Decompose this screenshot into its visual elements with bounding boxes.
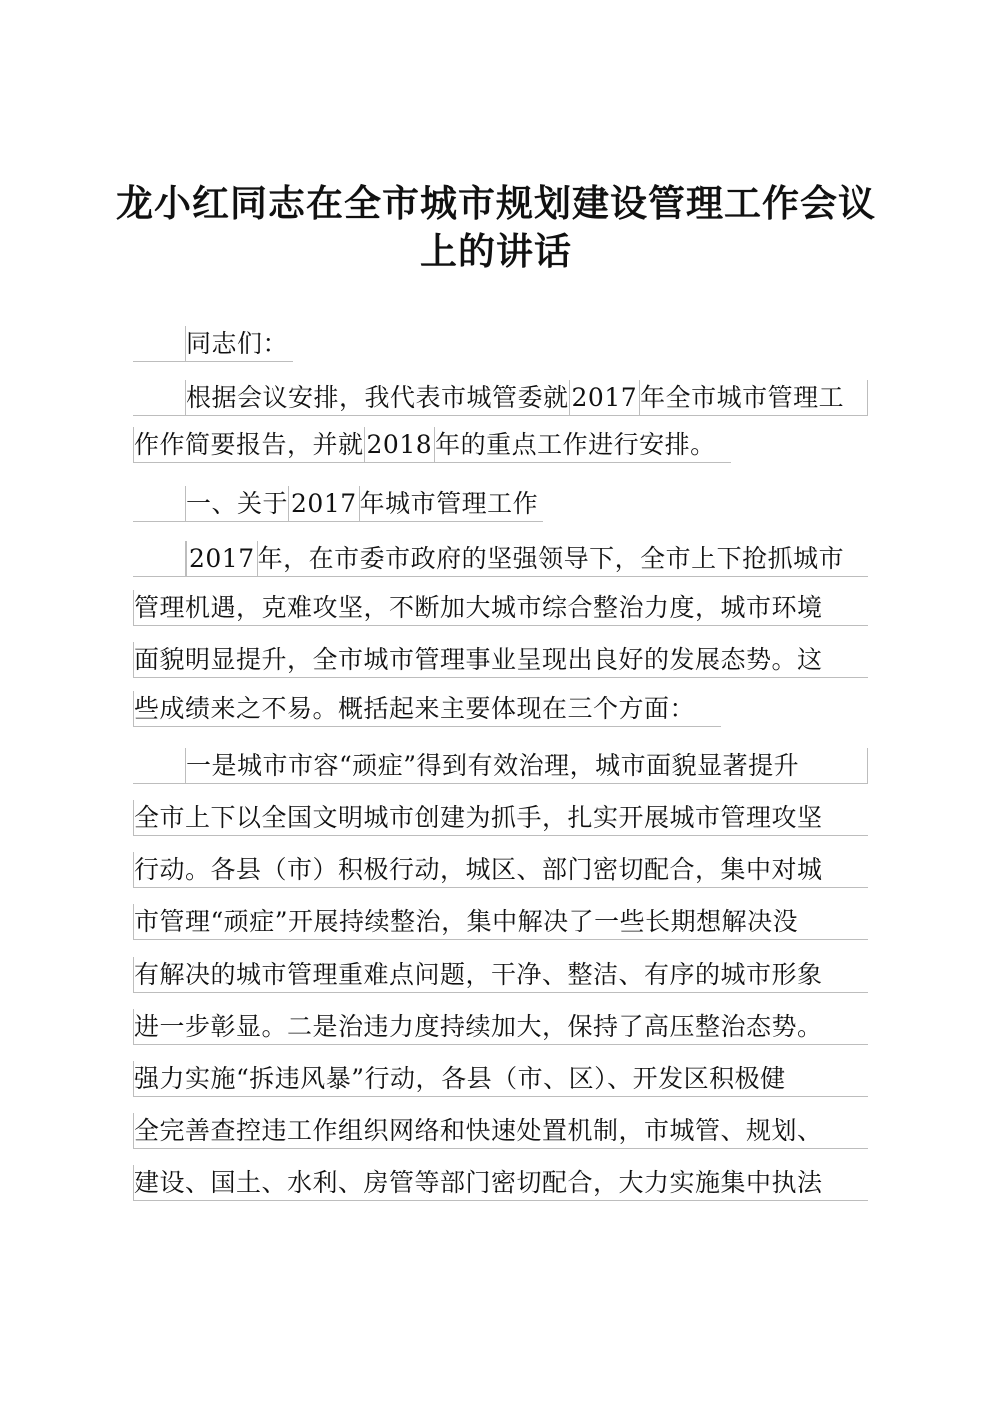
- year-number: 2017: [288, 486, 360, 522]
- para-text: 行动。各县（市）积极行动，城区、部门密切配合，集中对城: [134, 855, 823, 884]
- para-text: 全市上下以全国文明城市创建为抓手，扎实开展城市管理攻坚: [134, 803, 823, 832]
- document-title-line-1: 龙小红同志在全市城市规划建设管理工作会议: [116, 182, 876, 225]
- para2-line-1: [133, 748, 868, 784]
- para-text: 面貌明显提升，全市城市管理事业呈现出良好的发展态势。这: [134, 645, 823, 674]
- para2-line-5: [133, 957, 868, 993]
- para-text: 年，在市委市政府的坚强领导下，全市上下抢抓城市: [257, 544, 845, 573]
- para1-line-1: [133, 541, 868, 577]
- para-text: 强力实施“拆违风暴”行动，各县（市、区）、开发区积极健: [134, 1064, 786, 1093]
- para-text: 些成绩来之不易。概括起来主要体现在三个方面：: [134, 694, 696, 723]
- para2-line-3: [133, 852, 868, 888]
- intro-line-2: [133, 427, 731, 463]
- para2-line-8: [133, 1113, 868, 1149]
- para1-line-2: [133, 590, 868, 626]
- para1-line-3: [133, 642, 868, 678]
- year-number: 2017: [569, 380, 641, 416]
- intro-text: 年全市城市管理工: [640, 383, 845, 412]
- para2-line-9: [133, 1165, 868, 1201]
- para-text: 市管理“顽症”开展持续整治，集中解决了一些长期想解决没: [134, 907, 799, 936]
- para-text: 管理机遇，克难攻坚，不断加大城市综合整治力度，城市环境: [134, 593, 823, 622]
- year-number: 2018: [364, 427, 436, 463]
- heading-text: 一、关于: [186, 489, 289, 518]
- intro-text: 作作简要报告，并就: [134, 430, 364, 459]
- intro-line-1: [133, 380, 868, 416]
- para-text: 进一步彰显。二是治违力度持续加大，保持了高压整治态势。: [134, 1012, 823, 1041]
- para-text: 一是城市市容“顽症”得到有效治理，城市面貌显著提升: [186, 751, 800, 780]
- para2-line-2: [133, 800, 868, 836]
- para-text: 全完善查控违工作组织网络和快速处置机制，市城管、规划、: [134, 1116, 823, 1145]
- para-text: 有解决的城市管理重难点问题，干净、整洁、有序的城市形象: [134, 960, 823, 989]
- para-text: 建设、国土、水利、房管等部门密切配合，大力实施集中执法: [134, 1168, 823, 1197]
- para2-line-4: [133, 904, 868, 940]
- document-title-line-2: 上的讲话: [420, 230, 572, 273]
- intro-text: 根据会议安排，我代表市城管委就: [186, 383, 569, 412]
- para2-line-6: [133, 1009, 868, 1045]
- para1-line-4: [133, 691, 721, 727]
- year-number: 2017: [186, 541, 258, 577]
- heading-text: 年城市管理工作: [359, 489, 539, 518]
- para2-line-7: [133, 1061, 868, 1097]
- section-heading-1: [133, 486, 543, 522]
- intro-text: 年的重点工作进行安排。: [435, 430, 716, 459]
- greeting: [133, 326, 293, 362]
- greeting-text: 同志们：: [186, 329, 289, 358]
